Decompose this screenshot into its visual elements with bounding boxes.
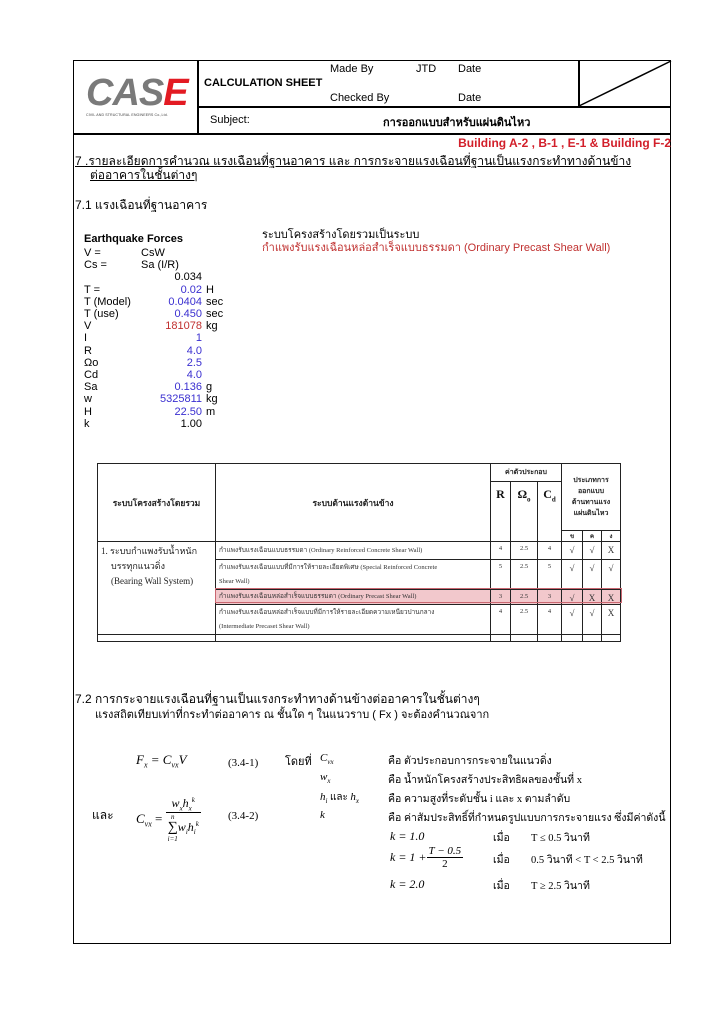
cell-c: √ xyxy=(583,605,602,635)
logo-text: CAS xyxy=(86,72,164,114)
cd-subscript: d xyxy=(551,495,556,504)
symbol-conjunction: และ xyxy=(327,792,351,803)
parameter-value: 1.00 xyxy=(180,417,202,430)
parameter-label: w xyxy=(84,393,92,406)
section-7-title-line1: 7 .รายละเอียดการคำนวณ แรงเฉือนที่ฐานอาคาร และ การกระจายแรงเฉือนที่ฐานเป็นแรงกระทำทางด้านข้าง xyxy=(75,154,632,168)
checked-by-label: Checked By xyxy=(330,92,390,104)
header-lateral-system: ระบบต้านแรงด้านข้าง xyxy=(216,464,491,542)
parameter-value: 0.450 xyxy=(174,308,202,320)
parameter-label: k xyxy=(84,417,90,430)
subcol-c: ค xyxy=(583,531,602,542)
cell-cd: 4 xyxy=(538,542,562,560)
k-expression-text: k = 2.0 xyxy=(390,877,425,891)
subcol-b: ข xyxy=(562,531,583,542)
cd-symbol: C xyxy=(543,487,552,501)
design-type-line: แผ่นดินไหว xyxy=(573,509,609,517)
symbol: w xyxy=(320,771,328,783)
header-coefficients: ค่าตัวประกอบ xyxy=(491,464,562,482)
earthquake-parameter-row xyxy=(84,259,264,272)
structural-system-value: กำแพงรับแรงเฉือนหล่อสำเร็จแบบธรรมดา (Ordinary Precast Shear Wall) xyxy=(262,242,611,254)
cell-d: X xyxy=(602,605,621,635)
cvx-fraction: $w_xh_x^k$ n ∑ i=1 $w_ih_i^k$ xyxy=(167,796,199,844)
diagonal-slash-icon xyxy=(578,60,672,107)
definition-text: คือ ค่าสัมประสิทธิ์ที่กำหนดรูปแบบการกระจายแรง ซึ่งมีค่าดังนี้ xyxy=(388,813,666,824)
parameter-label: Sa xyxy=(84,381,98,394)
cell-omega: 2.5 xyxy=(511,605,538,635)
cell-r: 4 xyxy=(491,542,511,560)
subcol-d: ง xyxy=(602,531,621,542)
definition-text: คือ ความสูงที่ระดับชั้น i และ x ตามลำดับ xyxy=(388,794,571,805)
earthquake-parameter-row xyxy=(84,320,264,333)
symbol-subscript: i xyxy=(325,797,328,806)
section-7-1-title: 7.1 แรงเฉือนที่ฐานอาคาร xyxy=(75,198,208,212)
header-overall-system: ระบบโครงสร้างโดยรวม xyxy=(98,464,216,542)
group-label-line: 1. ระบบกำแพงรับน้ำหนัก xyxy=(101,546,198,556)
k-when-label: เมื่อ xyxy=(493,833,510,844)
parameter-label: T (Model) xyxy=(84,295,131,308)
section-7-2-subtitle: แรงสถิตเทียบเท่าที่กระทำต่ออาคาร ณ ชั้นใด ๆ ในแนวราบ ( Fx ) จะต้องคำนวณจาก xyxy=(95,709,490,721)
earthquake-parameter-row xyxy=(84,393,264,406)
sheet-title: CALCULATION SHEET xyxy=(204,77,323,89)
cell-omega: 2.5 xyxy=(511,542,538,560)
company-logo xyxy=(86,74,190,117)
eq1-rhs-tail: V xyxy=(178,752,187,767)
description-line: กำแพงรับแรงเฉือนแบบธรรมดา (Ordinary Reinforced Concrete Shear Wall) xyxy=(219,546,423,554)
parameter-unit: sec xyxy=(206,308,224,320)
parameter-label: Cs = xyxy=(84,259,107,272)
symbol: C xyxy=(320,752,328,764)
header-divider-logo xyxy=(197,60,199,134)
parameter-label: V = xyxy=(84,247,101,259)
parameter-value: 0.034 xyxy=(174,271,202,284)
earthquake-parameter-row xyxy=(84,247,264,260)
definition-text: คือ ตัวประกอบการกระจายในแนวดิ่ง xyxy=(388,756,552,767)
header-omega xyxy=(511,482,538,542)
parameter-value: 5325811 xyxy=(159,393,202,406)
symbol: h xyxy=(350,791,356,803)
earthquake-parameter-row xyxy=(84,308,264,321)
sum-upper-limit: n xyxy=(170,813,175,822)
parameter-label: H xyxy=(84,405,92,418)
cell-b: √ xyxy=(562,560,583,590)
header-bottom-line xyxy=(73,133,671,135)
symbol-subscript: vx xyxy=(327,758,334,767)
header-R: R xyxy=(491,482,511,542)
parameter-unit: sec xyxy=(206,295,224,308)
parameter-value: 4.0 xyxy=(186,369,202,381)
parameter-unit: g xyxy=(206,381,213,394)
k-expression-text: k = 1 + xyxy=(390,850,427,864)
lateral-system-description xyxy=(216,560,491,590)
subject-label: Subject: xyxy=(210,114,250,126)
cell-r: 3 xyxy=(491,590,511,605)
parameter-label: V xyxy=(84,320,92,333)
earthquake-parameter-row xyxy=(84,284,264,297)
building-tag: Building A-2 , B-1 , E-1 & Building F-2 xyxy=(458,136,671,150)
description-line: (Intermediate Precaset Shear Wall) xyxy=(219,622,310,630)
eq1-rhs-sub: vx xyxy=(171,760,179,770)
parameter-unit: m xyxy=(206,405,216,418)
description-line: กำแพงรับแรงเฉือนหล่อสำเร็จแบบธรรมดา (Ordinary Precast Shear Wall) xyxy=(219,593,417,600)
k-expression-text: k = 1.0 xyxy=(390,829,425,843)
and-label: และ xyxy=(92,808,114,822)
parameter-value: 4.0 xyxy=(186,344,202,357)
eq1-lhs-sub: x xyxy=(143,760,148,770)
eq2-lhs-sub: vx xyxy=(144,819,152,829)
header-Cd xyxy=(538,482,562,542)
description-line: กำแพงรับแรงเฉือนแบบที่มีการให้รายละเอียดพิเศษ (Special Reinforced Concrete xyxy=(219,563,438,571)
lateral-system-description xyxy=(216,605,491,635)
where-label: โดยที่ xyxy=(285,756,312,768)
description-line: กำแพงรับแรงเฉือนหล่อสำเร็จแบบที่มีการให้รายละเอียดความเหนียวปานกลาง xyxy=(219,608,435,616)
cell-d: √ xyxy=(602,560,621,590)
k-condition: 0.5 วินาที < T < 2.5 วินาที xyxy=(531,855,643,866)
eq1-rhs: = C xyxy=(150,752,172,767)
section-7-title-line2: ต่ออาคารในชั้นต่างๆ xyxy=(90,168,198,182)
subject-value: การออกแบบสำหรับแผ่นดินไหว xyxy=(383,117,531,129)
k-expression xyxy=(390,877,424,892)
cell-r: 5 xyxy=(491,560,511,590)
date-label-made: Date xyxy=(458,63,482,75)
logo-subtitle: CIVIL AND STRUCTURAL ENGINEERS Co.,Ltd. xyxy=(86,113,168,117)
eq2-lhs: C xyxy=(136,810,145,826)
date-label-checked: Date xyxy=(458,92,482,104)
made-by-label: Made By xyxy=(330,63,374,75)
earthquake-parameter-row xyxy=(84,357,264,370)
k-when-label: เมื่อ xyxy=(493,855,510,866)
equation-cvx: $C_{vx}$ = $w_xh_x^k$ n ∑ i=1 $w_ih_i^k$ xyxy=(136,796,199,844)
symbol: k xyxy=(320,809,325,821)
cell-d: X xyxy=(602,590,621,605)
earthquake-parameter-row xyxy=(84,345,264,358)
symbol: h xyxy=(320,791,326,803)
definition-symbol xyxy=(320,790,359,805)
sum-icon: ∑ xyxy=(167,820,178,836)
parameter-label: Cd xyxy=(84,369,99,381)
cell-cd: 4 xyxy=(538,605,562,635)
earthquake-parameter-row xyxy=(84,418,264,431)
definition-text: คือ น้ำหนักโครงสร้างประสิทธิผลของชั้นที่ x xyxy=(388,775,582,786)
lateral-system-table xyxy=(97,463,621,642)
structural-system-label: ระบบโครงสร้างโดยรวมเป็นระบบ xyxy=(262,229,420,241)
cell-cd: 3 xyxy=(538,590,562,605)
cell-b: √ xyxy=(562,542,583,560)
earthquake-parameter-row xyxy=(84,381,264,394)
design-type-line: ออกแบบ xyxy=(577,487,605,495)
sum-lower-limit: i=1 xyxy=(167,835,178,844)
parameter-label: T = xyxy=(84,283,101,296)
equation-fx xyxy=(136,752,187,770)
earthquake-parameter-row xyxy=(84,332,264,345)
fraction-numerator: T − 0.5 xyxy=(428,845,462,857)
cell-omega: 2.5 xyxy=(511,590,538,605)
k-condition: T ≥ 2.5 วินาที xyxy=(531,881,590,892)
design-type-line: ประเภทการ xyxy=(573,476,609,484)
eq1-reference: (3.4-1) xyxy=(228,757,259,769)
earthquake-parameter-row xyxy=(84,271,264,284)
design-type-line: ต้านทานแรง xyxy=(571,498,611,506)
cell-c: √ xyxy=(583,560,602,590)
definition-symbol xyxy=(320,752,334,766)
cell-r: 4 xyxy=(491,605,511,635)
k-condition: T ≤ 0.5 วินาที xyxy=(531,833,590,844)
cell-omega: 2.5 xyxy=(511,560,538,590)
parameter-value: 181078 xyxy=(165,320,202,333)
parameter-value: 2.5 xyxy=(186,356,202,369)
eq2-reference: (3.4-2) xyxy=(228,810,259,822)
parameter-value: 1 xyxy=(195,332,202,345)
definition-symbol xyxy=(320,809,325,823)
cell-c: √ xyxy=(583,542,602,560)
parameter-value: 0.136 xyxy=(174,381,202,394)
parameter-label: T (use) xyxy=(84,308,119,320)
parameter-label: I xyxy=(84,332,88,345)
symbol-subscript: x xyxy=(355,797,360,806)
parameter-value: 0.0404 xyxy=(168,295,202,308)
earthquake-parameter-row xyxy=(84,296,264,309)
parameter-unit: H xyxy=(206,283,214,296)
parameter-label: R xyxy=(84,344,92,357)
eq1-lhs: F xyxy=(136,752,144,767)
earthquake-forces-title: Earthquake Forces xyxy=(84,233,184,245)
header-design-type xyxy=(562,464,621,531)
k-fraction xyxy=(427,845,464,870)
omega-subscript: o xyxy=(527,495,531,504)
lateral-system-description xyxy=(216,542,491,560)
cell-d: X xyxy=(602,542,621,560)
cell-b: √ xyxy=(562,590,583,605)
cell-c: X xyxy=(583,590,602,605)
lateral-system-description xyxy=(216,590,491,605)
definition-symbol xyxy=(320,771,330,785)
description-line: Shear Wall) xyxy=(219,577,250,585)
cell-cd: 5 xyxy=(538,560,562,590)
k-when-label: เมื่อ xyxy=(493,881,510,892)
parameter-value: 0.02 xyxy=(180,283,202,296)
group-label-line: บรรทุกแนวดิ่ง xyxy=(111,561,166,571)
made-by-value: JTD xyxy=(416,63,437,75)
symbol-subscript: x xyxy=(327,777,331,786)
section-7-2-title: 7.2 การกระจายแรงเฉือนที่ฐานเป็นแรงกระทำทางด้านข้างต่ออาคารในชั้นต่างๆ xyxy=(75,692,480,706)
fraction-denominator: 2 xyxy=(442,858,448,870)
parameter-unit: kg xyxy=(206,320,218,333)
omega-symbol: Ω xyxy=(517,487,528,501)
earthquake-parameter-row xyxy=(84,369,264,382)
k-expression xyxy=(390,829,424,844)
earthquake-parameter-row xyxy=(84,406,264,419)
parameter-label: Ωo xyxy=(84,356,99,369)
parameter-value: CsW xyxy=(141,247,165,259)
group-bearing-wall-system xyxy=(98,542,216,635)
group-label-line: (Bearing Wall System) xyxy=(111,576,194,586)
cell-b: √ xyxy=(562,605,583,635)
k-expression xyxy=(390,845,463,870)
table-row xyxy=(98,542,621,560)
logo-accent-letter: E xyxy=(163,72,188,114)
parameter-unit: kg xyxy=(206,393,218,406)
parameter-value: 22.50 xyxy=(174,405,202,418)
parameter-value: Sa (I/R) xyxy=(141,259,179,272)
